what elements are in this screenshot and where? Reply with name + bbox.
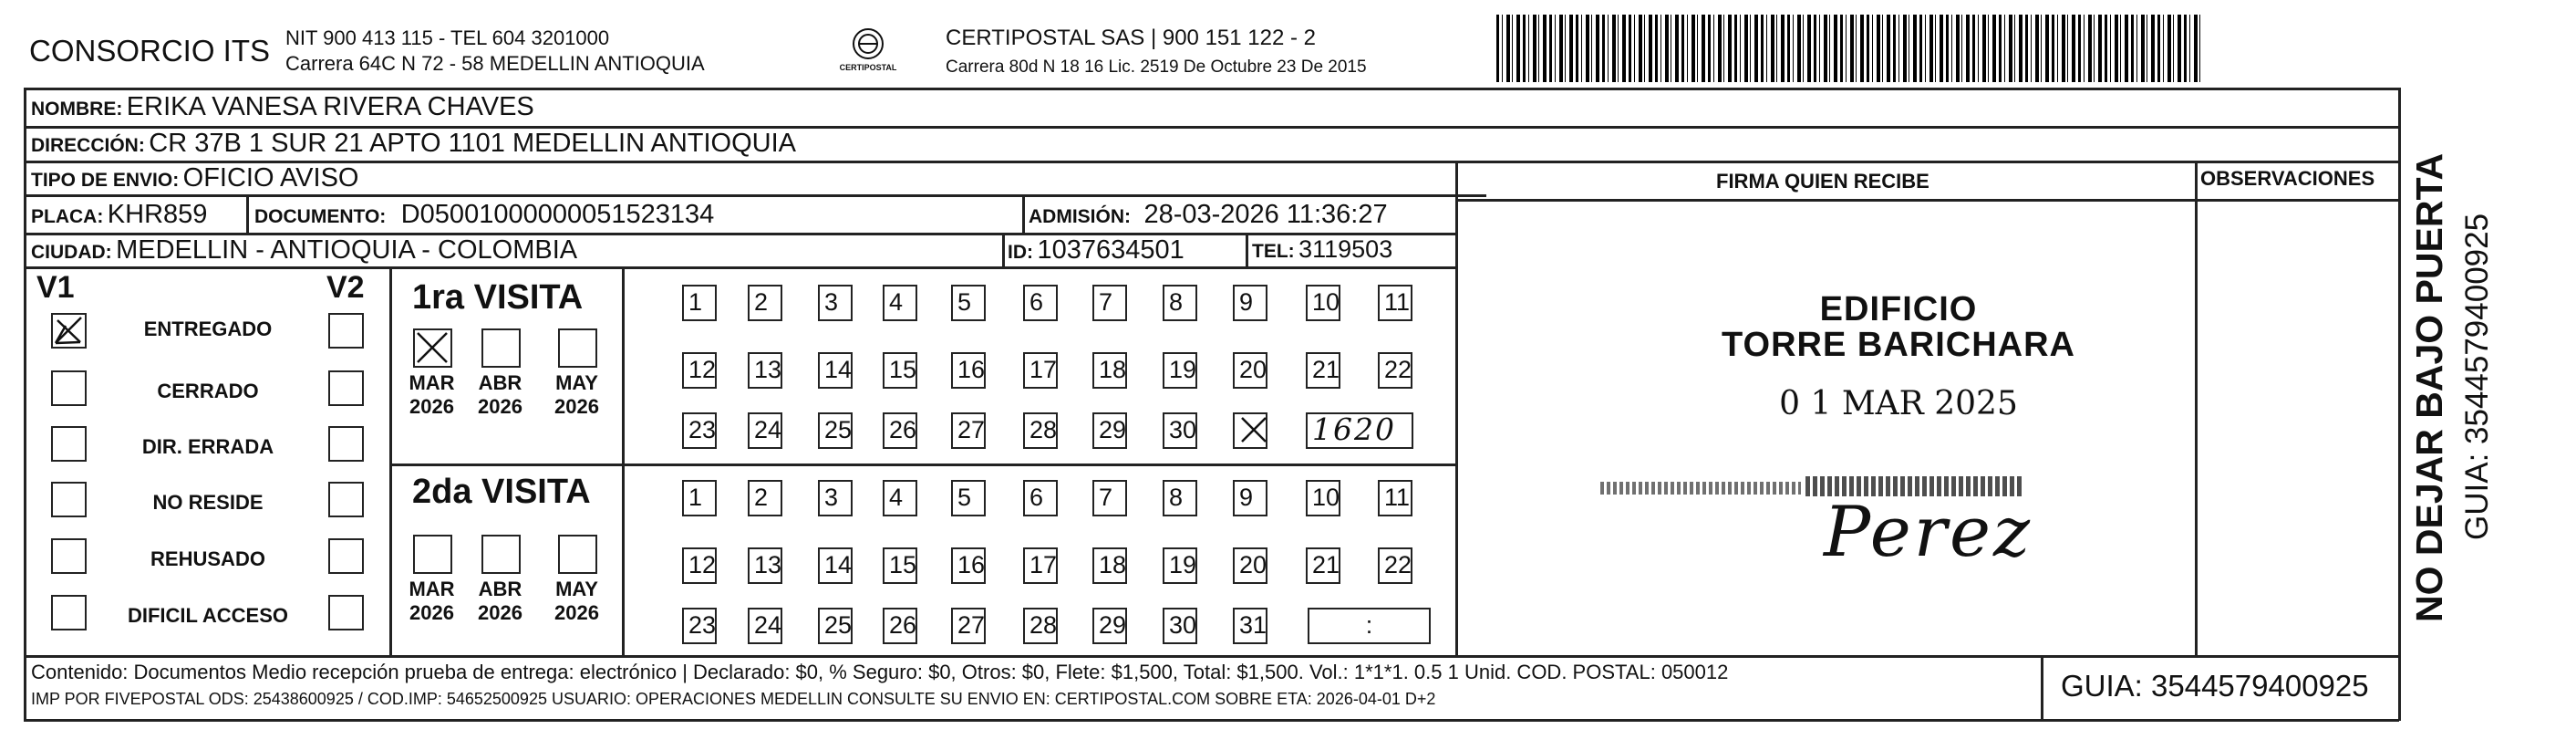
- day-box[interactable]: 7: [1092, 480, 1127, 516]
- side-text-area: [2408, 102, 2465, 622]
- day-box[interactable]: 30: [1163, 412, 1197, 449]
- day-box[interactable]: 16: [951, 547, 986, 584]
- day-box[interactable]: 3: [818, 480, 853, 516]
- day-box[interactable]: 28: [1023, 608, 1058, 644]
- side-guia-area: [2459, 102, 2498, 540]
- placa-field: [31, 200, 207, 230]
- day-box[interactable]: 12: [682, 352, 717, 389]
- time-box[interactable]: 1620: [1306, 412, 1413, 449]
- id-label: ID:: [1008, 242, 1033, 263]
- day-box[interactable]: 24: [748, 608, 782, 644]
- month-label: ABR: [478, 578, 522, 600]
- nombre-value: ERIKA VANESA RIVERA CHAVES: [126, 92, 534, 121]
- status-label: DIR. ERRADA: [141, 435, 274, 458]
- day-box[interactable]: 12: [682, 547, 717, 584]
- status-label: CERRADO: [157, 380, 259, 402]
- year-label: 2026: [409, 601, 454, 624]
- documento-field: [254, 200, 714, 230]
- day-box[interactable]: 3: [818, 285, 853, 321]
- stamp-line1: EDIFICIO: [1819, 290, 1978, 328]
- month-label: ABR: [478, 371, 522, 394]
- day-box[interactable]: 28: [1023, 412, 1058, 449]
- day-box[interactable]: 6: [1023, 285, 1058, 321]
- side-no-dejar: NO DEJAR BAJO PUERTA: [2408, 152, 2450, 622]
- day-box[interactable]: 14: [818, 352, 853, 389]
- day-box[interactable]: 2: [748, 285, 782, 321]
- day-box[interactable]: 17: [1023, 547, 1058, 584]
- month-label: MAY: [555, 371, 598, 394]
- month-label: MAY: [555, 578, 598, 600]
- year-label: 2026: [554, 395, 599, 418]
- day-box[interactable]: 29: [1092, 412, 1127, 449]
- direccion-field: [31, 129, 796, 159]
- second-visit-title: 2da VISITA: [412, 473, 591, 511]
- day-box[interactable]: 18: [1092, 547, 1127, 584]
- day-box[interactable]: 26: [883, 608, 917, 644]
- day-box[interactable]: 16: [951, 352, 986, 389]
- day-box[interactable]: 23: [682, 412, 717, 449]
- documento-value: D05001000000051523134: [400, 200, 715, 229]
- day-box[interactable]: 7: [1092, 285, 1127, 321]
- month-checkbox[interactable]: [481, 328, 521, 368]
- v2-checkbox[interactable]: [328, 370, 364, 406]
- month-checkbox[interactable]: [558, 328, 597, 368]
- day-box[interactable]: 8: [1163, 285, 1197, 321]
- day-box[interactable]: 19: [1163, 352, 1197, 389]
- day-box[interactable]: 21: [1306, 352, 1340, 389]
- v1-checkbox[interactable]: [51, 482, 87, 517]
- tel-label: TEL:: [1252, 241, 1295, 262]
- firma-header: FIRMA QUIEN RECIBE: [1716, 170, 1929, 193]
- status-label: DIFICIL ACCESO: [127, 604, 288, 627]
- nombre-label: NOMBRE:: [31, 99, 123, 120]
- day-box[interactable]: 29: [1092, 608, 1127, 644]
- day-box[interactable]: 20: [1233, 352, 1267, 389]
- v2-checkbox[interactable]: [328, 538, 364, 574]
- company-name: CONSORCIO ITS: [29, 34, 271, 68]
- day-box[interactable]: 26: [883, 412, 917, 449]
- nombre-field: [31, 92, 534, 122]
- v2-checkbox[interactable]: [328, 595, 364, 630]
- day-box[interactable]: 5: [951, 285, 986, 321]
- day-box[interactable]: 25: [818, 608, 853, 644]
- year-label: 2026: [409, 395, 454, 418]
- day-box[interactable]: 27: [951, 412, 986, 449]
- v2-checkbox[interactable]: [328, 313, 364, 349]
- ciudad-label: CIUDAD:: [31, 242, 112, 263]
- day-box[interactable]: 15: [883, 547, 917, 584]
- day-box[interactable]: 22: [1378, 547, 1412, 584]
- v1-checkbox[interactable]: [51, 313, 87, 349]
- day-box[interactable]: 30: [1163, 608, 1197, 644]
- tel-value: 3119503: [1298, 235, 1393, 263]
- time-box[interactable]: :: [1308, 608, 1431, 644]
- day-box[interactable]: 4: [883, 285, 917, 321]
- id-field: [1008, 235, 1185, 266]
- month-label: MAR: [409, 371, 455, 394]
- day-box[interactable]: 15: [883, 352, 917, 389]
- day-box[interactable]: 13: [748, 547, 782, 584]
- admision-value: 28-03-2026 11:36:27: [1143, 200, 1388, 229]
- first-visit-title: 1ra VISITA: [412, 278, 584, 317]
- admision-field: [1029, 200, 1388, 230]
- tel-field: [1252, 235, 1392, 264]
- month-checkbox[interactable]: [413, 328, 452, 368]
- day-box[interactable]: 31: [1233, 608, 1267, 644]
- certipostal-logo: [828, 24, 908, 84]
- day-box[interactable]: 1: [682, 480, 717, 516]
- direccion-value: CR 37B 1 SUR 21 APTO 1101 MEDELLIN ANTIOQUIA: [149, 129, 797, 158]
- admision-label: ADMISIÓN:: [1029, 206, 1131, 227]
- v1-checkbox[interactable]: [51, 370, 87, 406]
- status-label: NO RESIDE: [152, 491, 264, 514]
- imp-text: IMP POR FIVEPOSTAL ODS: 25438600925 / COD.IMP: 54652500925 USUARIO: OPERACIONES MEDELLIN CONSULTE SU ENVIO EN: CERTIPOSTAL.COM SOBRE ETA: 2026-04-01 D+2: [31, 690, 1436, 708]
- day-box[interactable]: 6: [1023, 480, 1058, 516]
- placa-label: PLACA:: [31, 206, 104, 227]
- year-label: 2026: [554, 601, 599, 624]
- v2-label: V2: [326, 270, 365, 305]
- stamp-date: 0 1 MAR 2025: [1779, 385, 2018, 422]
- day-box[interactable]: 18: [1092, 352, 1127, 389]
- direccion-label: DIRECCIÓN:: [31, 135, 145, 156]
- day-box[interactable]: 22: [1378, 352, 1412, 389]
- id-value: 1037634501: [1037, 235, 1185, 265]
- tipo-envio-label: TIPO DE ENVIO:: [31, 170, 180, 191]
- contenido-text: Contenido: Documentos Medio recepción prueba de entrega: electrónico | Declarado: $0, % Seguro: $0, Otros: $0, Flete: $1,500, Total: $1,500. Vol.: 1*1*1. 0.5 1 Unid. COD. POSTAL: 050012: [31, 661, 1729, 683]
- day-box[interactable]: 13: [748, 352, 782, 389]
- day-box[interactable]: 19: [1163, 547, 1197, 584]
- month-checkbox[interactable]: [481, 535, 521, 574]
- day-box[interactable]: 10: [1306, 480, 1340, 516]
- observaciones-header: OBSERVACIONES: [2200, 167, 2375, 190]
- footer-guia: GUIA: 3544579400925: [2061, 669, 2369, 703]
- stamp: [1643, 290, 2154, 422]
- day-box[interactable]: 9: [1233, 285, 1267, 321]
- smudged-text: [1600, 482, 1801, 495]
- day-box[interactable]: 1: [682, 285, 717, 321]
- day-box[interactable]: 8: [1163, 480, 1197, 516]
- month-label: MAR: [409, 578, 455, 600]
- status-label: REHUSADO: [150, 547, 265, 570]
- day-box[interactable]: 25: [818, 412, 853, 449]
- day-box[interactable]: 4: [883, 480, 917, 516]
- year-label: 2026: [478, 601, 522, 624]
- day-box[interactable]: 11: [1378, 480, 1412, 516]
- day-box[interactable]: 23: [682, 608, 717, 644]
- barcode: [1496, 15, 2203, 82]
- tipo-envio-field: [31, 163, 358, 193]
- carrier-address: Carrera 80d N 18 16 Lic. 2519 De Octubre 23 De 2015: [946, 57, 1367, 77]
- day-box[interactable]: 20: [1233, 547, 1267, 584]
- day-box[interactable]: 2: [748, 480, 782, 516]
- logo-text: CERTIPOSTAL: [839, 63, 897, 72]
- day-box[interactable]: 11: [1378, 285, 1412, 321]
- day-box[interactable]: 17: [1023, 352, 1058, 389]
- year-label: 2026: [478, 395, 522, 418]
- day-box[interactable]: 9: [1233, 480, 1267, 516]
- company-address: Carrera 64C N 72 - 58 MEDELLIN ANTIOQUIA: [285, 52, 705, 75]
- day-box[interactable]: 10: [1306, 285, 1340, 321]
- recipient-signature: Perez: [1824, 491, 2033, 572]
- day-box[interactable]: 27: [951, 608, 986, 644]
- documento-label: DOCUMENTO:: [254, 206, 387, 227]
- month-checkbox[interactable]: [413, 535, 452, 574]
- v2-checkbox[interactable]: [328, 482, 364, 517]
- v1-checkbox[interactable]: [51, 538, 87, 574]
- status-label: ENTREGADO: [143, 318, 273, 340]
- ciudad-value: MEDELLIN - ANTIOQUIA - COLOMBIA: [116, 235, 578, 265]
- day-box[interactable]: 21: [1306, 547, 1340, 584]
- v1-checkbox[interactable]: [51, 595, 87, 630]
- stamp-line2: TORRE BARICHARA: [1722, 326, 2075, 364]
- day-box-checked[interactable]: [1233, 412, 1267, 449]
- ciudad-field: [31, 235, 577, 266]
- v1-checkbox[interactable]: [51, 426, 87, 462]
- tipo-envio-value: OFICIO AVISO: [182, 163, 359, 193]
- day-box[interactable]: 24: [748, 412, 782, 449]
- v2-checkbox[interactable]: [328, 426, 364, 462]
- carrier-name: CERTIPOSTAL SAS | 900 151 122 - 2: [946, 26, 1316, 50]
- side-guia: GUIA: 3544579400925: [2459, 213, 2495, 540]
- v1-label: V1: [36, 270, 75, 305]
- day-box[interactable]: 5: [951, 480, 986, 516]
- company-nit: NIT 900 413 115 - TEL 604 3201000: [285, 26, 610, 49]
- month-checkbox[interactable]: [558, 535, 597, 574]
- placa-value: KHR859: [107, 200, 208, 229]
- day-box[interactable]: 14: [818, 547, 853, 584]
